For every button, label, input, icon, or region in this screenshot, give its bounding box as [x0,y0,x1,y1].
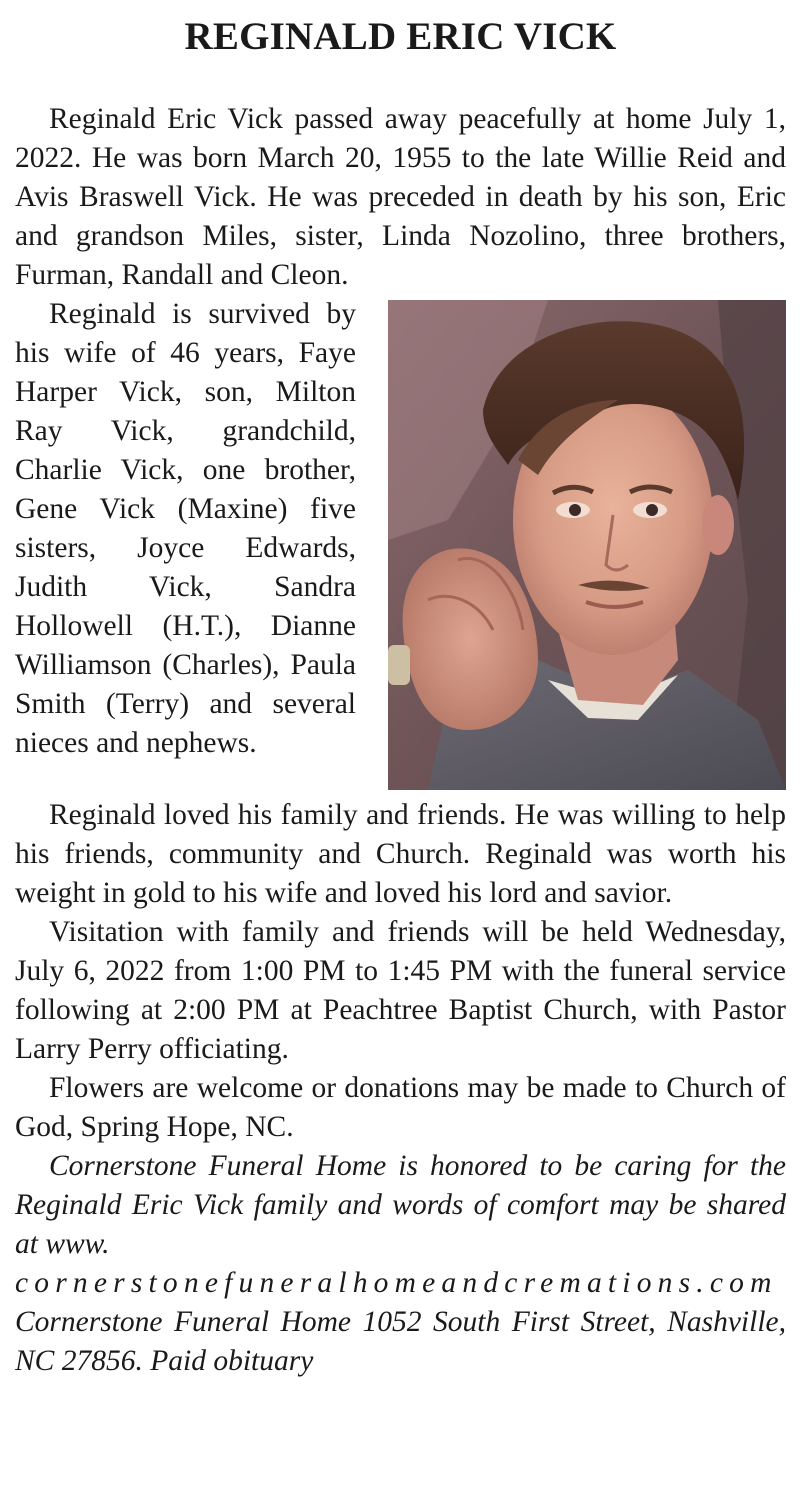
obituary-page [15,0,786,1381]
funeral-home-address: Cornerstone Funeral Home 1052 South First Street, Nashville, NC 27856. Paid obituary [15,1306,786,1377]
paragraph-funeral-home [15,1147,786,1381]
paragraph-flowers: Flowers are welcome or donations may be made to Church of God, Spring Hope, NC. [15,1072,786,1143]
funeral-home-notice: Cornerstone Funeral Home is honored to be caring for the Reginald Eric Vick family and words of comfort may be shared at www. [15,1150,786,1260]
paragraph-visitation: Visitation with family and friends will be held Wednesday, July 6, 2022 from 1:00 PM to 1:45 PM with the funeral service following at 2:00 PM at Peachtree Baptist Church, with Pastor Larry Perry officiating. [15,916,786,1065]
funeral-home-website[interactable]: cornerstonefuneralhomeandcremations.com [15,1267,778,1299]
paragraph-intro: Reginald Eric Vick passed away peacefully at home July 1, 2022. He was born March 20, 1955 to the late Willie Reid and Avis Braswell Vick. He was preceded in death by his son, Eric and grandson Miles, sister, Linda Nozolino, three brothers, Furman, Randall and Cleon. [15,103,786,291]
portrait-photo [388,300,786,790]
paragraph-tribute: Reginald loved his family and friends. He was willing to help his friends, community and Church. Reginald was worth his weight in gold to his wife and loved his lord and savior. [15,799,786,909]
obituary-body [15,100,786,1381]
obituary-title: REGINALD ERIC VICK [184,15,617,58]
portrait-image [388,300,786,790]
paragraph-survivors: Reginald is survived by his wife of 46 years, Faye Harper Vick, son, Milton Ray Vick, grandchild, Charlie Vick, one brother, Gene Vick (Maxine) five sisters, Joyce Edwards, Judith Vick, Sandra Hollowell (H.T.), Dianne Williamson (Charles), Paula Smith (Terry) and several nieces and nephews. [15,298,356,759]
